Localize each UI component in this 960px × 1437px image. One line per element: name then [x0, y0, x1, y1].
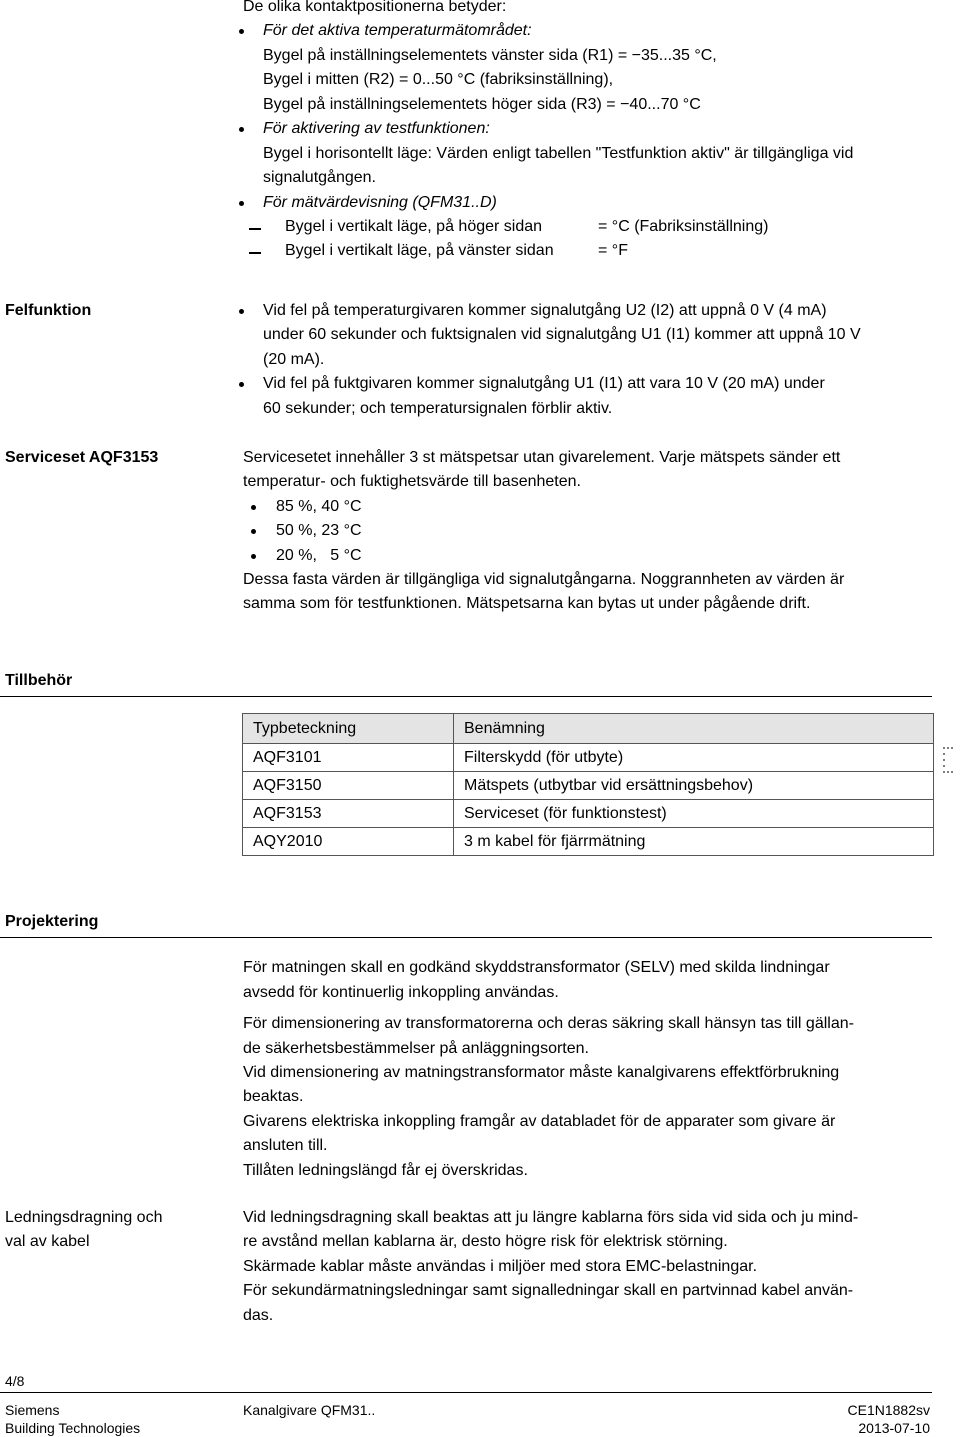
felfunktion-temp-l3: (20 mA). [263, 351, 325, 368]
table-cell-name: Mätspets (utbytbar vid ersättningsbehov) [454, 772, 934, 800]
ledning-section [243, 1206, 943, 1331]
dash-icon [249, 252, 261, 254]
intro-section [243, 0, 943, 270]
table-header-type: Typbeteckning [243, 714, 454, 744]
table-cell-name: 3 m kabel för fjärrmätning [454, 828, 934, 856]
accessories-table [242, 713, 934, 856]
temp-range-title: För det aktiva temperaturmätområdet: [263, 22, 532, 39]
footer-doc-id: CE1N1882sv [847, 1402, 930, 1418]
projektering-heading: Projektering [5, 913, 99, 930]
jumper-left-value: = °F [598, 242, 628, 259]
bullet-icon [239, 201, 244, 206]
table-row [243, 800, 934, 828]
ledning-l5: das. [243, 1307, 274, 1324]
temp-range-r1: Bygel på inställningselementets vänster sida (R1) = −35...35 °C, [263, 47, 717, 64]
footer-company: Siemens [5, 1402, 60, 1418]
table-row [243, 744, 934, 772]
footer-product: Kanalgivare QFM31.. [243, 1402, 376, 1418]
felfunktion-hum-l2: 60 sekunder; och temperatursignalen förblir aktiv. [263, 400, 613, 417]
projektering-p2-l6: ansluten till. [243, 1137, 328, 1154]
measurement-display-title: För mätvärdevisning (QFM31..D) [263, 194, 497, 211]
table-row [243, 772, 934, 800]
serviceset-item: 50 %, 23 °C [276, 522, 362, 539]
projektering-p2-l3: Vid dimensionering av matningstransformator måste kanalgivarens effektförbrukning [243, 1064, 840, 1081]
ledning-label-l1: Ledningsdragning och [5, 1209, 163, 1226]
table-cell-type: AQF3101 [243, 744, 454, 772]
table-row [243, 828, 934, 856]
serviceset-p1-l2: temperatur- och fuktighetsvärde till basenheten. [243, 473, 581, 490]
section-divider [0, 696, 932, 697]
projektering-p2-l2: de säkerhetsbestämmelser på anläggningsorten. [243, 1040, 589, 1057]
table-header-name: Benämning [454, 714, 934, 744]
dash-icon [249, 228, 261, 230]
ledning-l3: Skärmade kablar måste användas i miljöer med stora EMC-belastningar. [243, 1258, 758, 1275]
ledning-label-l2: val av kabel [5, 1233, 90, 1250]
projektering-p1-l1: För matningen skall en godkänd skyddstransformator (SELV) med skilda lindningar [243, 959, 830, 976]
projektering-p2-l5: Givarens elektriska inkoppling framgår av databladet för de apparater som givare är [243, 1113, 836, 1130]
ledning-l2: re avstånd mellan kablarna är, desto högre risk för elektrisk störning. [243, 1233, 728, 1250]
testfunction-title: För aktivering av testfunktionen: [263, 120, 490, 137]
table-cell-name: Serviceset (för funktionstest) [454, 800, 934, 828]
ledning-l4: För sekundärmatningsledningar samt signalledningar skall en partvinnad kabel använ- [243, 1282, 854, 1299]
serviceset-p1-l1: Servicesetet innehåller 3 st mätspetsar utan givarelement. Varje mätspets sänder ett [243, 449, 841, 466]
footer-divider [0, 1392, 932, 1393]
table-cell-type: AQF3150 [243, 772, 454, 800]
projektering-section [243, 956, 943, 1186]
serviceset-p2-l2: samma som för testfunktionen. Mätspetsarna kan bytas ut under pågående drift. [243, 595, 811, 612]
table-cell-name: Filterskydd (för utbyte) [454, 744, 934, 772]
temp-range-r3: Bygel på inställningselementets höger sida (R3) = −40...70 °C [263, 96, 701, 113]
section-divider [0, 937, 932, 938]
bullet-icon [239, 309, 244, 314]
jumper-left-label: Bygel i vertikalt läge, på vänster sidan [285, 242, 554, 259]
projektering-p1-l2: avsedd för kontinuerlig inkoppling användas. [243, 984, 559, 1001]
temp-range-r2: Bygel i mitten (R2) = 0...50 °C (fabriksinställning), [263, 71, 614, 88]
intro-heading: De olika kontaktpositionerna betyder: [243, 0, 507, 15]
bullet-icon [239, 127, 244, 132]
footer-date: 2013-07-10 [858, 1420, 930, 1436]
ledning-l1: Vid ledningsdragning skall beaktas att ju längre kablarna förs sida vid sida och ju mind- [243, 1209, 859, 1226]
serviceset-p2-l1: Dessa fasta värden är tillgängliga vid signalutgångarna. Noggrannheten av värden är [243, 571, 845, 588]
tillbehor-heading: Tillbehör [5, 672, 73, 689]
bullet-icon [251, 529, 256, 534]
serviceset-section [243, 446, 943, 616]
serviceset-label: Serviceset AQF3153 [5, 449, 159, 466]
projektering-p2-l4: beaktas. [243, 1088, 304, 1105]
felfunktion-temp-l2: under 60 sekunder och fuktsignalen vid signalutgång U1 (I1) kommer att uppnå 10 V [263, 326, 861, 343]
bullet-icon [251, 554, 256, 559]
felfunktion-hum-l1: Vid fel på fuktgivaren kommer signalutgång U1 (I1) att vara 10 V (20 mA) under [263, 375, 825, 392]
serviceset-item: 20 %, 5 °C [276, 547, 362, 564]
page-number: 4/8 [5, 1373, 25, 1389]
bullet-icon [251, 505, 256, 510]
table-header-row [243, 714, 934, 744]
bullet-icon [239, 29, 244, 34]
projektering-p2-l7: Tillåten ledningslängd får ej överskridas. [243, 1162, 528, 1179]
bullet-icon [239, 382, 244, 387]
jumper-right-label: Bygel i vertikalt läge, på höger sidan [285, 218, 543, 235]
footer-division: Building Technologies [5, 1420, 141, 1436]
jumper-right-value: = °C (Fabriksinställning) [598, 218, 769, 235]
table-cell-type: AQF3153 [243, 800, 454, 828]
testfunction-line1: Bygel i horisontellt läge: Värden enligt tabellen "Testfunktion aktiv" är tillgängliga vid [263, 145, 854, 162]
testfunction-line2: signalutgången. [263, 169, 376, 186]
felfunktion-label: Felfunktion [5, 302, 92, 319]
projektering-p2-l1: För dimensionering av transformatorerna och deras säkring skall hänsyn tas till gällan- [243, 1015, 854, 1032]
felfunktion-section [243, 299, 943, 424]
table-cell-type: AQY2010 [243, 828, 454, 856]
dotted-marker-icon [940, 742, 956, 778]
felfunktion-temp-l1: Vid fel på temperaturgivaren kommer signalutgång U2 (I2) att uppnå 0 V (4 mA) [263, 302, 827, 319]
serviceset-item: 85 %, 40 °C [276, 498, 362, 515]
